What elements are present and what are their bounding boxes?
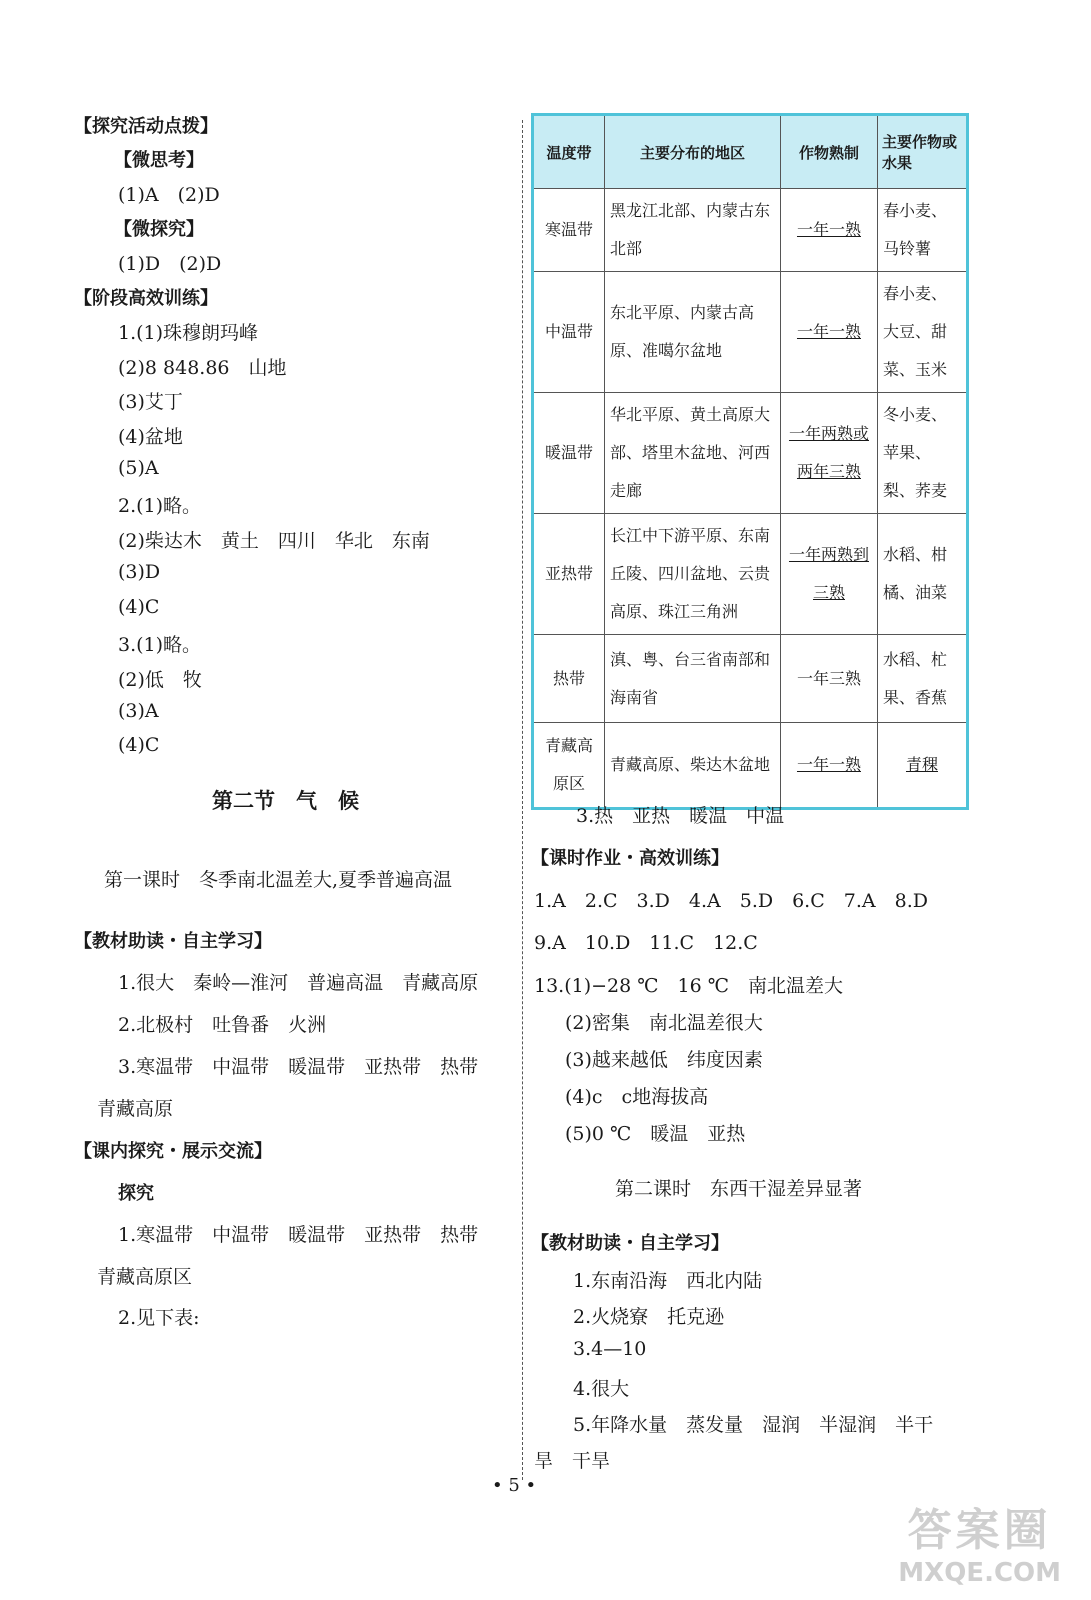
lesson-title: 第一课时 冬季南北温差大,夏季普遍高温 bbox=[104, 869, 453, 891]
table-row bbox=[533, 393, 968, 514]
answer-line: (5)0 ℃ 暖温 亚热 bbox=[565, 1123, 746, 1145]
heading-keshi-zuoye: 【课时作业・高效训练】 bbox=[531, 848, 729, 869]
heading-weisikao: 【微思考】 bbox=[114, 150, 204, 171]
system-cell: 一年两熟到三熟 bbox=[781, 514, 878, 635]
answer-line: (3)艾丁 bbox=[118, 391, 183, 413]
area-cell: 滇、粤、台三省南部和海南省 bbox=[605, 635, 781, 723]
weisikao-answers: (1)A (2)D bbox=[118, 184, 220, 206]
area-cell: 青藏高原、柴达木盆地 bbox=[605, 723, 781, 809]
answer-line: (3)A bbox=[118, 700, 159, 722]
zone-cell: 热带 bbox=[533, 635, 605, 723]
crops-cell: 春小麦、大豆、甜菜、玉米 bbox=[878, 272, 968, 393]
watermark-logo-text: 答案圈 bbox=[907, 1505, 1052, 1556]
system-cell: 一年一熟 bbox=[781, 272, 878, 393]
watermark bbox=[898, 1494, 1061, 1588]
answer-line: (5)A bbox=[118, 457, 159, 479]
system-cell: 一年一熟 bbox=[781, 723, 878, 809]
answer-line: (4)C bbox=[118, 734, 160, 756]
table-header-cell: 作物熟制 bbox=[781, 115, 878, 189]
answer-line: (3)越来越低 纬度因素 bbox=[565, 1049, 763, 1071]
table-row bbox=[533, 189, 968, 272]
heading-jiaocai-zhudu-2: 【教材助读・自主学习】 bbox=[531, 1233, 729, 1254]
zone-cell: 暖温带 bbox=[533, 393, 605, 514]
answer-line: 2.见下表: bbox=[118, 1307, 200, 1329]
answer-line: 3.(1)略。 bbox=[118, 634, 202, 656]
heading-tanjiu-dianbo: 【探究活动点拨】 bbox=[74, 116, 218, 137]
crops-cell: 水稻、杧果、香蕉 bbox=[878, 635, 968, 723]
area-cell: 长江中下游平原、东南丘陵、四川盆地、云贵高原、珠江三角洲 bbox=[605, 514, 781, 635]
zone-cell: 青藏高原区 bbox=[533, 723, 605, 809]
area-cell: 华北平原、黄土高原大部、塔里木盆地、河西走廊 bbox=[605, 393, 781, 514]
watermark-url: MXQE.COM bbox=[898, 1558, 1061, 1588]
system-cell: 一年三熟 bbox=[781, 635, 878, 723]
area-cell: 东北平原、内蒙古高原、准噶尔盆地 bbox=[605, 272, 781, 393]
heading-tanjiu: 探究 bbox=[118, 1183, 154, 1204]
table-header-cell: 主要分布的地区 bbox=[605, 115, 781, 189]
column-divider bbox=[522, 120, 523, 1480]
answer-line: (4)盆地 bbox=[118, 426, 183, 448]
crops-cell: 青稞 bbox=[878, 723, 968, 809]
answer-line: 青藏高原区 bbox=[97, 1266, 193, 1288]
table-header-row bbox=[533, 115, 968, 189]
answer-line: 青藏高原 bbox=[97, 1098, 174, 1120]
table-row bbox=[533, 272, 968, 393]
answer-line: 9.A 10.D 11.C 12.C bbox=[534, 932, 758, 954]
area-cell: 黑龙江北部、内蒙古东北部 bbox=[605, 189, 781, 272]
answer-line: 1.很大 秦岭—淮河 普遍高温 青藏高原 bbox=[118, 972, 479, 994]
answer-line: (2)密集 南北温差很大 bbox=[565, 1012, 763, 1034]
answer-line: (4)C bbox=[118, 596, 160, 618]
answer-line: 3.4—10 bbox=[573, 1338, 647, 1360]
table-header-cell: 主要作物或水果 bbox=[878, 115, 968, 189]
table-row bbox=[533, 514, 968, 635]
page-number: • 5 • bbox=[492, 1475, 537, 1496]
heading-kenei-tanjiu: 【课内探究・展示交流】 bbox=[74, 1141, 272, 1162]
answer-line: (2)柴达木 黄土 四川 华北 东南 bbox=[118, 530, 430, 552]
answer-line: (3)D bbox=[118, 561, 161, 583]
crops-cell: 春小麦、马铃薯 bbox=[878, 189, 968, 272]
weitanjiu-answers: (1)D (2)D bbox=[118, 253, 222, 275]
answer-line: 2.(1)略。 bbox=[118, 495, 202, 517]
table-row bbox=[533, 723, 968, 809]
system-cell: 一年一熟 bbox=[781, 189, 878, 272]
answer-line: (4)c c地海拔高 bbox=[565, 1086, 709, 1108]
answer-line: 旱 干旱 bbox=[534, 1450, 611, 1472]
answer-line: 2.北极村 吐鲁番 火洲 bbox=[118, 1014, 327, 1036]
answer-line: (2)低 牧 bbox=[118, 669, 202, 691]
temperature-zone-table bbox=[531, 113, 969, 810]
crops-cell: 水稻、柑橘、油菜 bbox=[878, 514, 968, 635]
table-header-cell: 温度带 bbox=[533, 115, 605, 189]
answer-line: (2)8 848.86 山地 bbox=[118, 357, 287, 379]
answer-line: 1.东南沿海 西北内陆 bbox=[573, 1270, 763, 1292]
system-cell: 一年两熟或两年三熟 bbox=[781, 393, 878, 514]
answer-line: 5.年降水量 蒸发量 湿润 半湿润 半干 bbox=[573, 1414, 934, 1436]
answer-line: 1.寒温带 中温带 暖温带 亚热带 热带 bbox=[118, 1224, 479, 1246]
crops-cell: 冬小麦、苹果、梨、荞麦 bbox=[878, 393, 968, 514]
heading-jieduan-xunlian: 【阶段高效训练】 bbox=[74, 288, 218, 309]
answer-line: 4.很大 bbox=[573, 1378, 630, 1400]
heading-jiaocai-zhudu: 【教材助读・自主学习】 bbox=[74, 931, 272, 952]
zone-cell: 寒温带 bbox=[533, 189, 605, 272]
section-title: 第二节 气 候 bbox=[212, 789, 359, 813]
answer-line: 1.A 2.C 3.D 4.A 5.D 6.C 7.A 8.D bbox=[534, 890, 928, 912]
table-row bbox=[533, 635, 968, 723]
answer-line: 3.热 亚热 暖温 中温 bbox=[576, 805, 785, 827]
answer-line: 1.(1)珠穆朗玛峰 bbox=[118, 322, 259, 344]
answer-line: 13.(1)−28 ℃ 16 ℃ 南北温差大 bbox=[534, 975, 843, 997]
zone-cell: 中温带 bbox=[533, 272, 605, 393]
answer-line: 3.寒温带 中温带 暖温带 亚热带 热带 bbox=[118, 1056, 479, 1078]
answer-line: 2.火烧寮 托克逊 bbox=[573, 1306, 725, 1328]
lesson-title: 第二课时 东西干湿差异显著 bbox=[615, 1178, 863, 1200]
zone-cell: 亚热带 bbox=[533, 514, 605, 635]
heading-weitanjiu: 【微探究】 bbox=[114, 219, 204, 240]
